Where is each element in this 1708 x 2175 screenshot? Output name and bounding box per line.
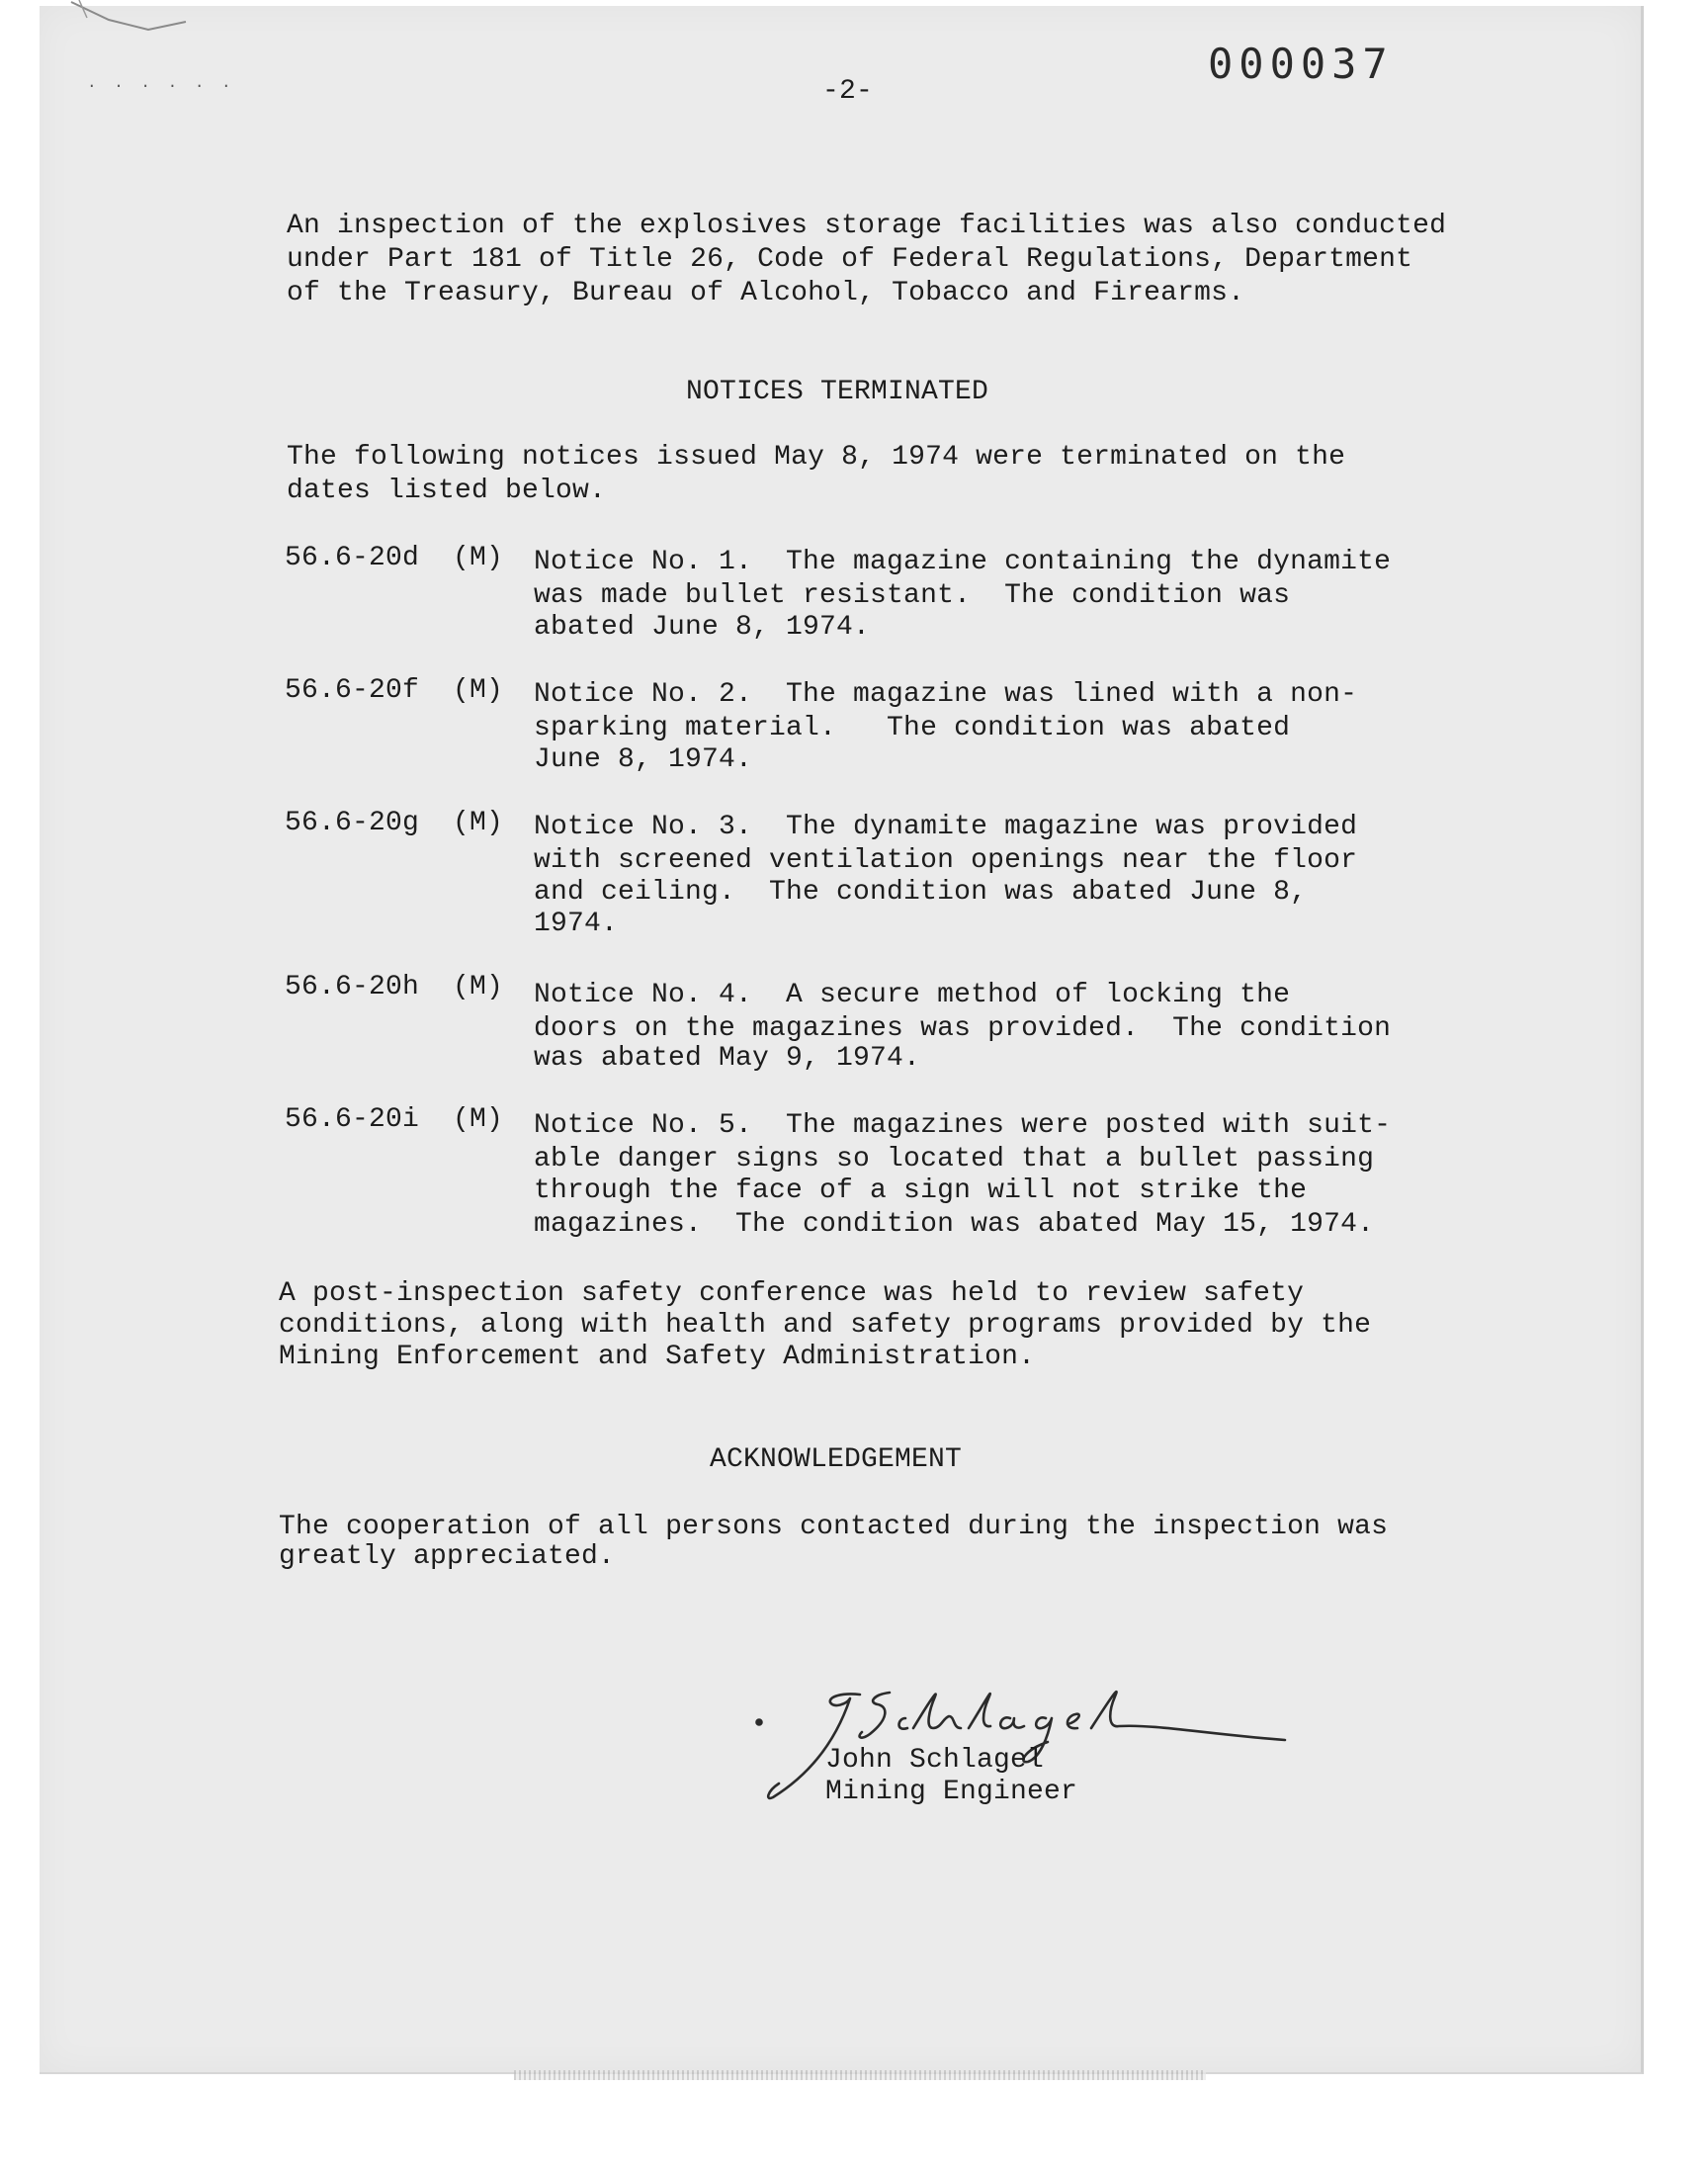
notice-line: Notice No. 4. A secure method of locking the xyxy=(534,980,1291,1010)
notice-mark: (M) xyxy=(453,808,504,838)
notice-line: sparking material. The condition was abated xyxy=(534,713,1291,743)
signer-title: Mining Engineer xyxy=(825,1777,1078,1807)
notice-line: Notice No. 3. The dynamite magazine was provided xyxy=(534,812,1358,842)
notice-line: Notice No. 5. The magazines were posted with suit- xyxy=(534,1110,1392,1141)
notice-mark: (M) xyxy=(453,675,504,706)
notice-line: doors on the magazines was provided. The condition xyxy=(534,1013,1392,1044)
conference-line: conditions, along with health and safety programs provided by the xyxy=(279,1310,1372,1341)
page-number: -2- xyxy=(822,76,874,107)
intro-line: An inspection of the explosives storage facilities was also conducted xyxy=(287,211,1447,241)
notice-line: able danger signs so located that a bullet passing xyxy=(534,1144,1375,1174)
acknowledgement-heading: ACKNOWLEDGEMENT xyxy=(710,1444,963,1475)
notice-line: 1974. xyxy=(534,909,619,939)
intro-line: under Part 181 of Title 26, Code of Federal Regulations, Department xyxy=(287,244,1413,275)
page-bottom-margin xyxy=(0,2080,1708,2175)
notice-code: 56.6-20h xyxy=(285,972,420,1002)
notice-line: magazines. The condition was abated May 15, 1974. xyxy=(534,1209,1375,1240)
notices-heading: NOTICES TERMINATED xyxy=(686,377,989,407)
document-number: 000037 xyxy=(1208,40,1394,88)
notice-line: with screened ventilation openings near the floor xyxy=(534,845,1358,876)
signer-name: John Schlagel xyxy=(825,1745,1045,1776)
notice-line: was abated May 9, 1974. xyxy=(534,1043,921,1074)
notice-mark: (M) xyxy=(453,972,504,1002)
notice-code: 56.6-20d xyxy=(285,543,420,573)
acknowledgement-line: The cooperation of all persons contacted during the inspection was xyxy=(279,1512,1389,1542)
corner-scan-mark xyxy=(69,0,198,40)
notice-line: and ceiling. The condition was abated June 8, xyxy=(534,877,1308,908)
notice-line: abated June 8, 1974. xyxy=(534,612,871,643)
notices-intro-line: dates listed below. xyxy=(287,476,607,506)
notice-line: Notice No. 1. The magazine containing the dynamite xyxy=(534,547,1392,577)
notice-line: was made bullet resistant. The condition was xyxy=(534,580,1291,611)
intro-line: of the Treasury, Bureau of Alcohol, Tobacco and Firearms. xyxy=(287,278,1245,308)
conference-line: A post-inspection safety conference was held to review safety xyxy=(279,1278,1305,1309)
notice-code: 56.6-20i xyxy=(285,1104,420,1135)
notices-intro-line: The following notices issued May 8, 1974 were terminated on the xyxy=(287,442,1346,473)
notice-code: 56.6-20f xyxy=(285,675,420,706)
acknowledgement-line: greatly appreciated. xyxy=(279,1541,616,1572)
notice-code: 56.6-20g xyxy=(285,808,420,838)
notice-mark: (M) xyxy=(453,1104,504,1135)
notice-line: June 8, 1974. xyxy=(534,744,753,775)
notice-line: through the face of a sign will not strike the xyxy=(534,1175,1308,1206)
scan-specks: · · · · · · xyxy=(87,77,235,95)
conference-line: Mining Enforcement and Safety Administration. xyxy=(279,1342,1036,1372)
notice-line: Notice No. 2. The magazine was lined with a non- xyxy=(534,679,1358,710)
notice-mark: (M) xyxy=(453,543,504,573)
